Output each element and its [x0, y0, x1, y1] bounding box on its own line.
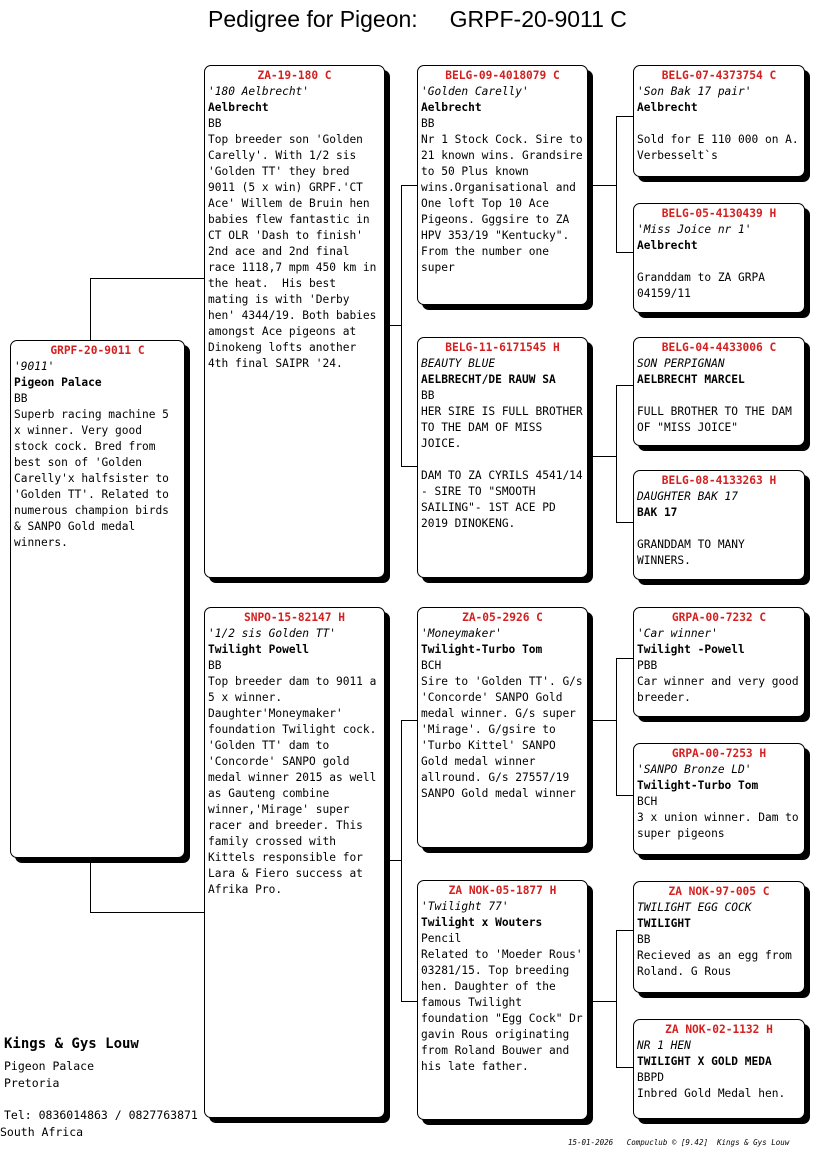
sire-sire-card[interactable] — [417, 65, 588, 305]
page-title: Pedigree for Pigeon: GRPF-20-9011 C — [208, 6, 627, 32]
colour: BCH — [637, 795, 658, 808]
strain: Twilight -Powell — [637, 643, 745, 656]
notes: Superb racing machine 5 x winner. Very good stock cock. Bred from best son of 'Golden Carelly'x halfsister to 'Golden TT'. Related to numerous champion birds & SANPO Gold medal winners. — [14, 408, 176, 549]
pigeon-name: 'Twilight 77' — [421, 900, 509, 913]
pigeon-name: NR 1 HEN — [637, 1039, 691, 1052]
connector-line — [90, 278, 204, 279]
colour: BB — [208, 659, 222, 672]
connector-line — [616, 1067, 633, 1068]
sire-sire-sire-card[interactable] — [633, 65, 805, 177]
notes: Top breeder dam to 9011 a 5 x winner. Daughter'Moneymaker' foundation Twilight cock. 'Golden TT' dam to 'Concorde' SANPO gold medal winner 2015 as well as Gauteng combine winner,'Mirage' super racer and breeder. This family crossed with Kittels responsible for Lara & Fiero success at Afrika Pro. — [208, 675, 384, 896]
pigeon-name: 'Golden Carelly' — [421, 85, 529, 98]
connector-line — [616, 930, 633, 931]
pigeon-name: 'Moneymaker' — [421, 627, 502, 640]
connector-line — [588, 456, 617, 457]
ring-number: ZA NOK-97-005 C — [668, 885, 770, 898]
colour — [637, 388, 801, 404]
ring-number: GRPA-00-7232 C — [671, 611, 767, 624]
connector-line — [616, 658, 633, 659]
ring-number: ZA NOK-02-1132 H — [665, 1023, 773, 1036]
pigeon-name: '9011' — [14, 360, 55, 373]
owner-name: Kings & Gys Louw — [4, 1036, 139, 1052]
colour — [637, 116, 801, 132]
notes: GRANDDAM TO MANY WINNERS. — [637, 538, 752, 567]
pigeon-name: TWILIGHT EGG COCK — [637, 901, 752, 914]
strain: TWILIGHT X GOLD MEDA — [637, 1055, 772, 1068]
strain: AELBRECHT MARCEL — [637, 373, 745, 386]
subject-card[interactable] — [10, 340, 185, 858]
sire-sire-dam-card[interactable] — [633, 203, 805, 313]
connector-line — [588, 1001, 617, 1002]
notes: Sire to 'Golden TT'. G/s 'Concorde' SANPO Gold medal winner. G/s super 'Mirage'. G/gsire to 'Turbo Kittel' SANPO Gold medal winner allround. G/s 27557/19 SANPO Gold medal winner — [421, 675, 590, 800]
ring-number: SNPO-15-82147 H — [243, 611, 346, 624]
strain: Aelbrecht — [208, 101, 269, 114]
ring-number: GRPA-00-7253 H — [671, 747, 767, 760]
notes: Recieved as an egg from Roland. G Rous — [637, 949, 799, 978]
connector-line — [616, 522, 633, 523]
pigeon-name: 'Miss Joice nr 1' — [637, 223, 752, 236]
notes: Sold for E 110 000 on A. Verbesselt`s — [637, 133, 806, 162]
colour: PBB — [637, 659, 658, 672]
print-footer: 15-01-2026 Compuclub © [9.42] Kings & Gys Louw — [568, 1138, 790, 1147]
pigeon-name: DAUGHTER BAK 17 — [637, 490, 739, 503]
colour — [637, 254, 801, 270]
connector-line — [616, 385, 633, 386]
strain: Aelbrecht — [421, 101, 482, 114]
dam-dam-dam-card[interactable] — [633, 1019, 805, 1119]
connector-line — [90, 858, 91, 912]
pigeon-name: SON PERPIGNAN — [637, 357, 725, 370]
pigeon-name: '1/2 sis Golden TT' — [208, 627, 336, 640]
ring-number: ZA-05-2926 C — [462, 611, 543, 624]
notes: Car winner and very good breeder. — [637, 675, 806, 704]
ring-number: BELG-11-6171545 H — [445, 341, 560, 354]
strain: AELBRECHT/DE RAUW SA — [421, 373, 556, 386]
notes: Related to 'Moeder Rous' 03281/15. Top breeding hen. Daughter of the famous Twilight foundation "Egg Cock" Dr gavin Rous originating from Roland Bouwer and his late father. — [421, 948, 590, 1073]
notes: Inbred Gold Medal hen. — [637, 1087, 786, 1100]
ring-number: BELG-08-4133263 H — [661, 474, 777, 487]
owner-telephone: Tel: 0836014863 / 0827763871 — [4, 1108, 198, 1122]
dam-sire-sire-card[interactable] — [633, 607, 805, 717]
connector-line — [616, 930, 617, 1068]
owner-city: Pretoria — [4, 1076, 60, 1090]
connector-line — [616, 252, 633, 253]
notes: Nr 1 Stock Cock. Sire to 21 known wins. Grandsire to 50 Plus known wins.Organisational and One loft Top 10 Ace Pigeons. Gggsire to ZA HPV 353/19 "Kentucky". From the number one super — [421, 133, 590, 274]
dam-card[interactable] — [204, 607, 385, 1118]
pigeon-name: BEAUTY BLUE — [421, 357, 496, 370]
strain: BAK 17 — [637, 506, 678, 519]
connector-line — [588, 185, 617, 186]
dam-sire-card[interactable] — [417, 607, 588, 848]
strain: Aelbrecht — [637, 101, 698, 114]
connector-line — [385, 860, 402, 861]
connector-line — [616, 658, 617, 796]
ring-number: BELG-09-4018079 C — [445, 69, 560, 82]
strain: Twilight x Wouters — [421, 916, 543, 929]
colour: BBPD — [637, 1071, 664, 1084]
connector-line — [401, 185, 417, 186]
sire-card[interactable] — [204, 65, 385, 578]
colour: BCH — [421, 659, 442, 672]
strain: Pigeon Palace — [14, 376, 102, 389]
ring-number: BELG-05-4130439 H — [661, 207, 777, 220]
sire-dam-sire-card[interactable] — [633, 337, 805, 446]
connector-line — [401, 720, 417, 721]
dam-dam-card[interactable] — [417, 880, 588, 1120]
notes: Top breeder son 'Golden Carelly'. With 1/2 sis 'Golden TT' they bred 9011 (5 x win) GRPF.'CT Ace' Willem de Bruin hen babies flew fantastic in CT OLR 'Dash to finish' 2nd ace and 2nd final race 1118,7 mpm 450 km in the heat. His best mating is with 'Derby hen' 4344/19. Both babies amongst Ace pigeons at Dinokeng lofts another 4th final SAIPR '24. — [208, 133, 384, 370]
connector-line — [401, 185, 402, 467]
dam-dam-sire-card[interactable] — [633, 881, 805, 993]
strain: Twilight-Turbo Tom — [637, 779, 759, 792]
dam-sire-dam-card[interactable] — [633, 743, 805, 855]
colour: BB — [208, 117, 222, 130]
pigeon-name: 'Car winner' — [637, 627, 718, 640]
colour: BB — [14, 392, 28, 405]
connector-line — [401, 720, 402, 1002]
colour: Pencil — [421, 932, 462, 945]
connector-line — [616, 385, 617, 523]
ring-number: ZA-19-180 C — [257, 69, 332, 82]
notes: 3 x union winner. Dam to super pigeons — [637, 811, 806, 840]
connector-line — [90, 912, 204, 913]
pigeon-name: 'Son Bak 17 pair' — [637, 85, 752, 98]
notes: HER SIRE IS FULL BROTHER TO THE DAM OF MISS JOICE. DAM TO ZA CYRILS 4541/14 - SIRE TO "SMOOTH SAILING"- 1ST ACE PD 2019 DINOKENG. — [421, 405, 583, 530]
strain: Twilight-Turbo Tom — [421, 643, 543, 656]
connector-line — [616, 116, 633, 117]
ring-number: ZA NOK-05-1877 H — [448, 884, 557, 897]
connector-line — [90, 278, 91, 340]
connector-line — [401, 1001, 417, 1002]
owner-country: South Africa — [0, 1125, 84, 1139]
connector-line — [401, 466, 417, 467]
sire-dam-dam-card[interactable] — [633, 470, 805, 580]
colour: BB — [421, 117, 435, 130]
notes: Granddam to ZA GRPA 04159/11 — [637, 271, 772, 300]
pigeon-name: '180 Aelbrecht' — [208, 85, 310, 98]
owner-loft: Pigeon Palace — [4, 1059, 95, 1073]
pigeon-name: 'SANPO Bronze LD' — [637, 763, 752, 776]
sire-dam-card[interactable] — [417, 337, 588, 578]
ring-number: GRPF-20-9011 C — [50, 344, 145, 357]
ring-number: BELG-07-4373754 C — [661, 69, 777, 82]
connector-line — [385, 325, 402, 326]
strain: TWILIGHT — [637, 917, 691, 930]
strain: Twilight Powell — [208, 643, 310, 656]
notes: FULL BROTHER TO THE DAM OF "MISS JOICE" — [637, 405, 799, 434]
strain: Aelbrecht — [637, 239, 698, 252]
connector-line — [588, 720, 617, 721]
colour — [637, 521, 801, 537]
colour: BB — [637, 933, 651, 946]
ring-number: BELG-04-4433006 C — [661, 341, 777, 354]
connector-line — [616, 116, 617, 253]
connector-line — [616, 795, 633, 796]
colour: BB — [421, 389, 435, 402]
